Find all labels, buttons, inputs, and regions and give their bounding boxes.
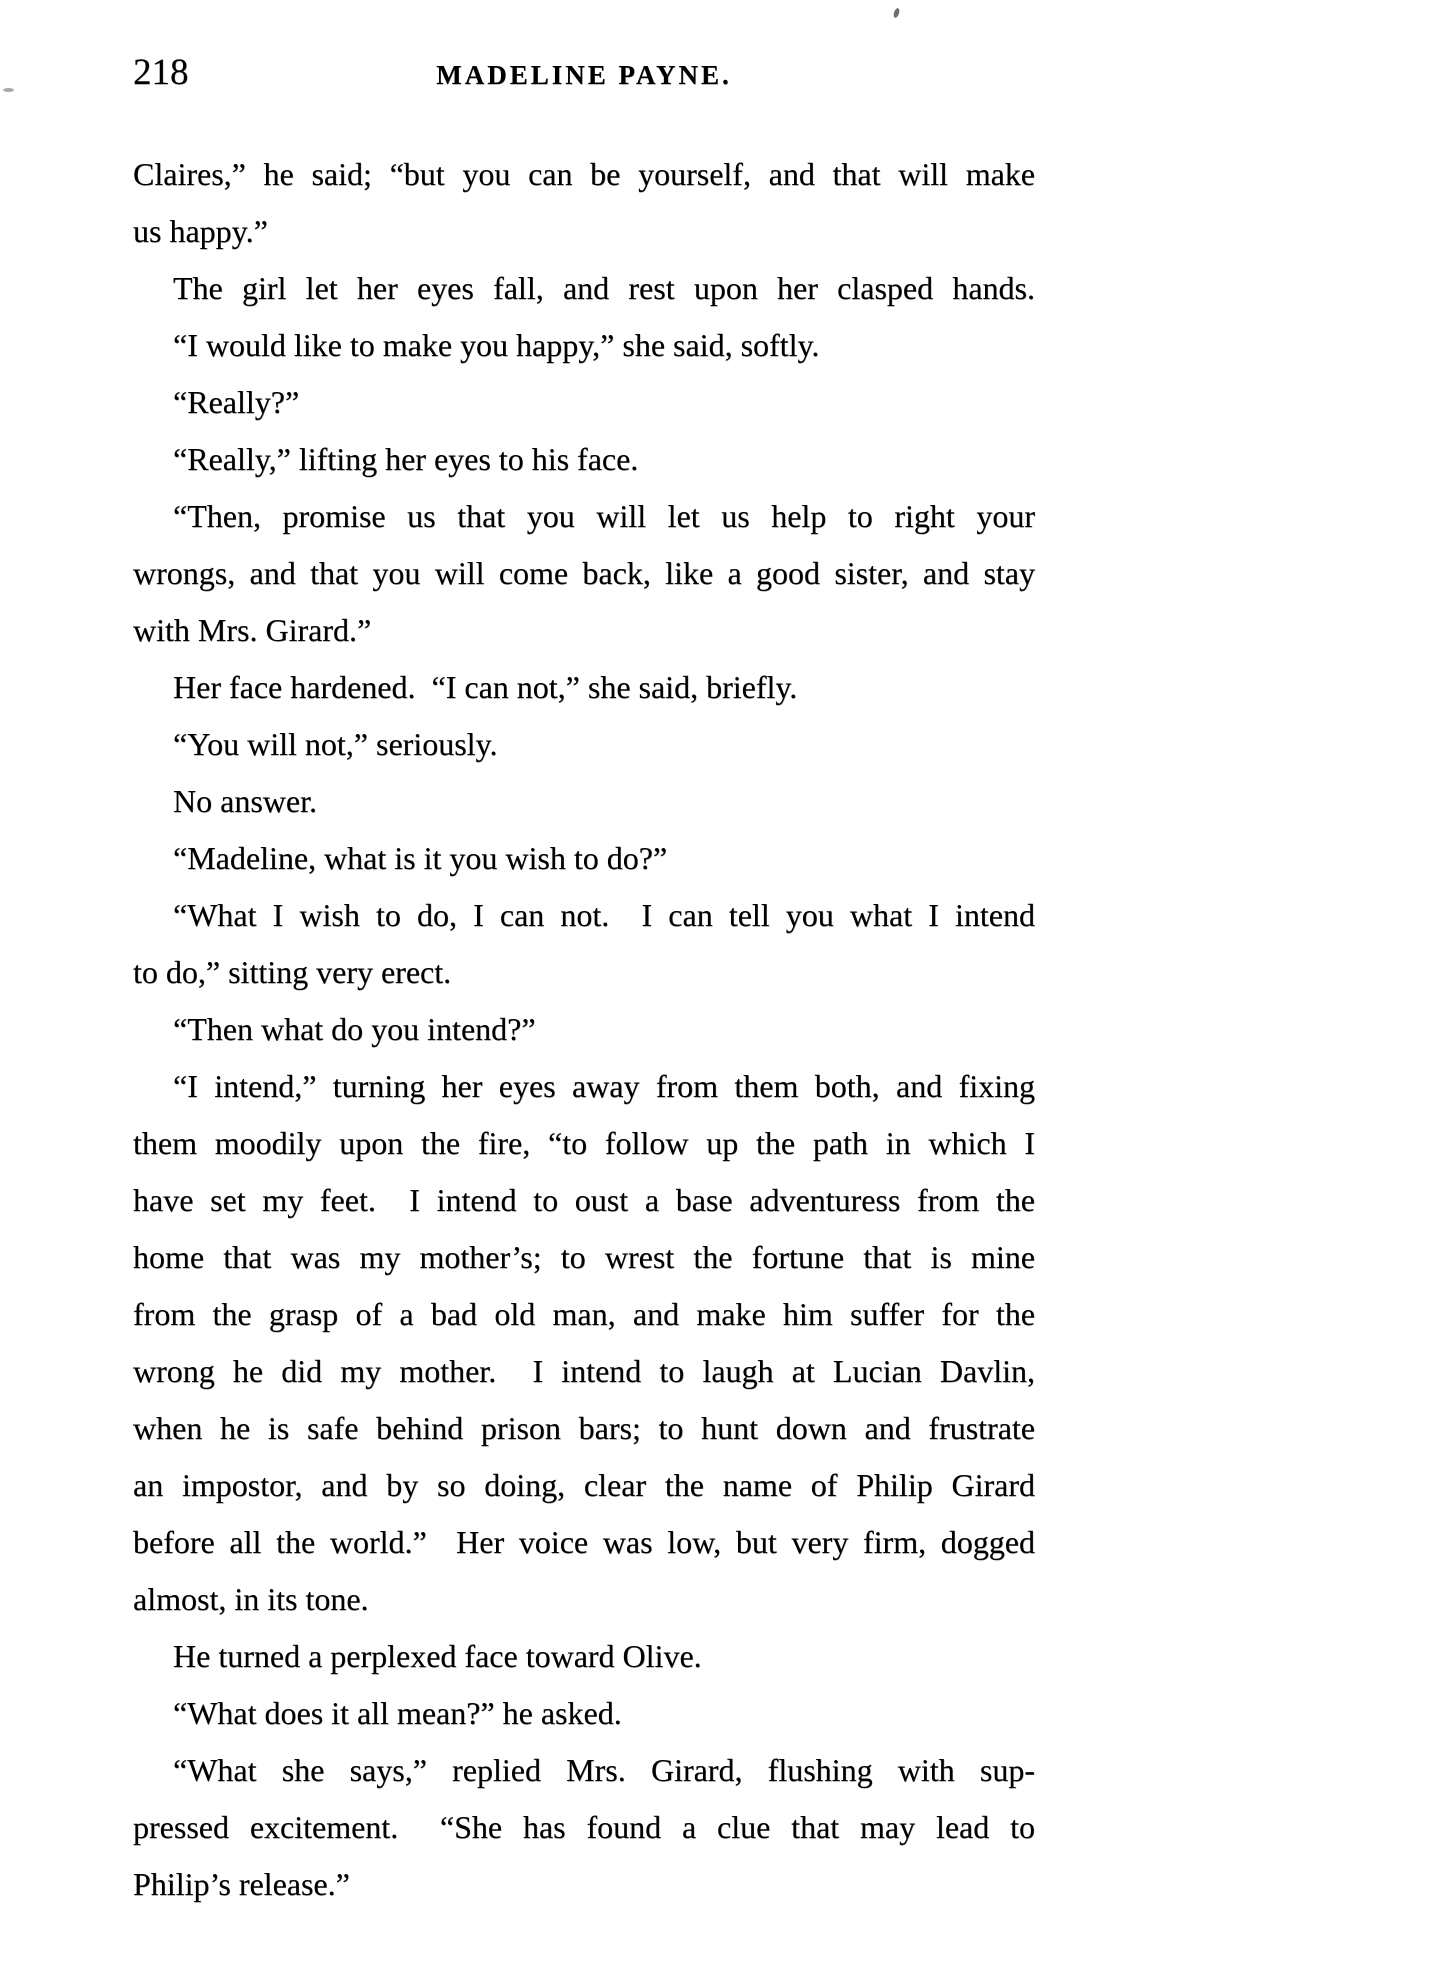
text-line: wrong he did my mother. I intend to laugh at Lucian Davlin, — [133, 1353, 1035, 1389]
text-line: “Really,” lifting her eyes to his face. — [173, 441, 639, 477]
text-line: before all the world.” Her voice was low, but very firm, dogged — [133, 1524, 1035, 1560]
text-line: them moodily upon the fire, “to follow up the path in which I — [133, 1125, 1035, 1161]
text-line: almost, in its tone. — [133, 1581, 369, 1617]
text-line: when he is safe behind prison bars; to hunt down and frustrate — [133, 1410, 1035, 1446]
text-line: with Mrs. Girard.” — [133, 612, 372, 648]
text-line: “Really?” — [173, 384, 300, 420]
text-line: No answer. — [173, 783, 317, 819]
scan-speck — [3, 88, 14, 92]
text-line: to do,” sitting very erect. — [133, 954, 452, 990]
text-line: an impostor, and by so doing, clear the name of Philip Girard — [133, 1467, 1035, 1503]
text-line: Philip’s release.” — [133, 1866, 350, 1902]
text-line: The girl let her eyes fall, and rest upon her clasped hands. — [173, 270, 1035, 306]
text-line: wrongs, and that you will come back, like a good sister, and stay — [133, 555, 1035, 591]
page-number: 218 — [133, 52, 189, 93]
page-header — [133, 50, 1035, 96]
text-line: Her face hardened. “I can not,” she said, briefly. — [173, 669, 798, 705]
text-line: “Then what do you intend?” — [173, 1011, 536, 1047]
text-line: “What she says,” replied Mrs. Girard, flushing with sup- — [173, 1752, 1035, 1788]
text-line: “I would like to make you happy,” she said, softly. — [173, 327, 820, 363]
text-line: He turned a perplexed face toward Olive. — [173, 1638, 702, 1674]
text-line: Claires,” he said; “but you can be yourself, and that will make — [133, 156, 1035, 192]
text-line: have set my feet. I intend to oust a base adventuress from the — [133, 1182, 1035, 1218]
text-line: “I intend,” turning her eyes away from them both, and fixing — [173, 1068, 1035, 1104]
text-line: from the grasp of a bad old man, and make him suffer for the — [133, 1296, 1035, 1332]
text-line: “You will not,” seriously. — [173, 726, 498, 762]
text-line: “Then, promise us that you will let us help to right your — [173, 498, 1035, 534]
text-line: pressed excitement. “She has found a clue that may lead to — [133, 1809, 1035, 1845]
page-text — [133, 146, 1035, 1913]
text-line: “What does it all mean?” he asked. — [173, 1695, 622, 1731]
text-line: home that was my mother’s; to wrest the fortune that is mine — [133, 1239, 1035, 1275]
running-head: MADELINE PAYNE. — [436, 60, 732, 90]
text-line: “Madeline, what is it you wish to do?” — [173, 840, 668, 876]
scan-speck — [893, 7, 901, 18]
text-line: “What I wish to do, I can not. I can tell you what I intend — [173, 897, 1035, 933]
text-line: us happy.” — [133, 213, 268, 249]
